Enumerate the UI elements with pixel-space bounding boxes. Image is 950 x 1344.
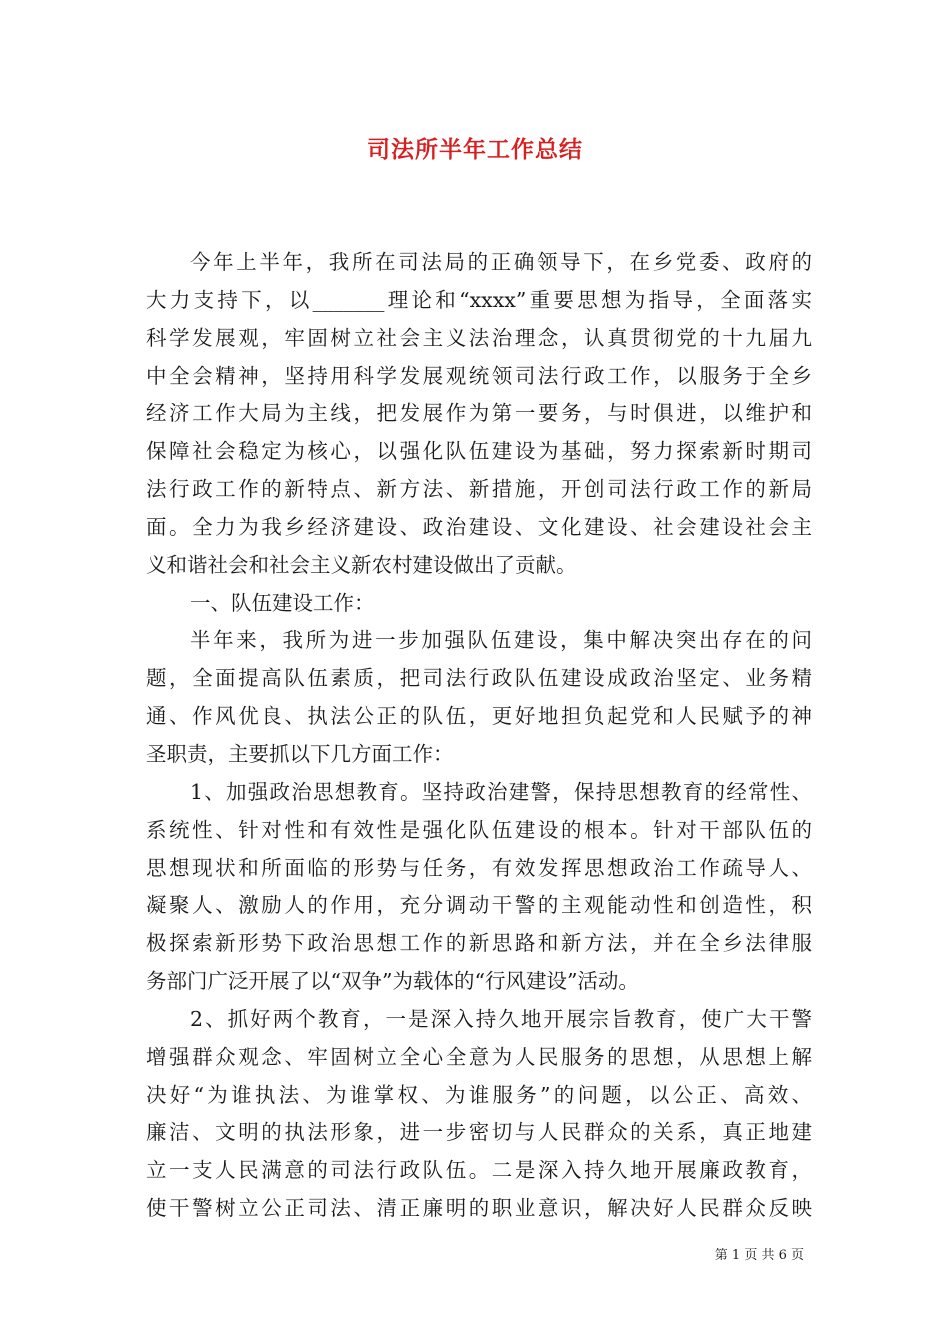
body-text-line: 廉洁、文明的执法形象，进一步密切与人民群众的关系，真正地建 xyxy=(146,1120,812,1145)
page-number-footer: 第 1 页 共 6 页 xyxy=(714,1248,804,1263)
body-text-line: 面。全力为我乡经济建设、政治建设、文化建设、社会建设社会主 xyxy=(146,514,812,539)
body-text-line: 今年上半年，我所在司法局的正确领导下，在乡党委、政府的 xyxy=(190,250,812,274)
body-text-line: 极探索新形势下政治思想工作的新思路和新方法，并在全乡法律服 xyxy=(146,931,812,956)
body-text-line: 圣职责，主要抓以下几方面工作： xyxy=(146,741,454,766)
body-text-line: 通、作风优良、执法公正的队伍，更好地担负起党和人民赋予的神 xyxy=(146,704,812,729)
body-text-line: 半年来，我所为进一步加强队伍建设，集中解决突出存在的问 xyxy=(190,628,812,653)
body-text-line: 一、队伍建设工作： xyxy=(190,590,375,615)
body-text-line: 立一支人民满意的司法行政队伍。二是深入持久地开展廉政教育， xyxy=(146,1158,812,1183)
document-title: 司法所半年工作总结 xyxy=(367,136,583,163)
body-text-line: 题，全面提高队伍素质，把司法行政队伍建设成政治坚定、业务精 xyxy=(146,666,812,691)
body-text-line: 中全会精神，坚持用科学发展观统领司法行政工作，以服务于全乡 xyxy=(146,363,812,388)
body-text-line: 1、加强政治思想教育。坚持政治建警，保持思想教育的经常性、 xyxy=(190,779,812,804)
body-text-line: 增强群众观念、牢固树立全心全意为人民服务的思想，从思想上解 xyxy=(146,1044,812,1069)
body-text-line: 决好“为谁执法、为谁掌权、为谁服务”的问题，以公正、高效、 xyxy=(146,1082,812,1107)
body-text-line: 保障社会稳定为核心，以强化队伍建设为基础，努力探索新时期司 xyxy=(146,439,812,464)
body-text-line: 系统性、针对性和有效性是强化队伍建设的根本。针对干部队伍的 xyxy=(146,817,812,842)
body-text-line: 务部门广泛开展了以“双争”为载体的“行风建设”活动。 xyxy=(146,969,639,994)
body-text-line: 科学发展观，牢固树立社会主义法治理念，认真贯彻党的十九届九 xyxy=(146,325,812,350)
body-text-line: 经济工作大局为主线，把发展作为第一要务，与时俱进，以维护和 xyxy=(146,401,812,426)
body-text-line: 法行政工作的新特点、新方法、新措施，开创司法行政工作的新局 xyxy=(146,477,812,502)
body-text-line: 思想现状和所面临的形势与任务，有效发挥思想政治工作疏导人、 xyxy=(146,855,812,880)
body-text-line: 使干警树立公正司法、清正廉明的职业意识，解决好人民群众反映 xyxy=(146,1196,812,1221)
body-text-line: 大力支持下，以_______理论和“xxxx”重要思想为指导，全面落实 xyxy=(146,287,812,312)
document-body xyxy=(146,244,812,1228)
body-text-line: 义和谐社会和社会主义新农村建设做出了贡献。 xyxy=(146,552,577,577)
body-text-line: 2、抓好两个教育，一是深入持久地开展宗旨教育，使广大干警 xyxy=(190,1006,812,1031)
body-text-line: 凝聚人、激励人的作用，充分调动干警的主观能动性和创造性，积 xyxy=(146,893,812,918)
